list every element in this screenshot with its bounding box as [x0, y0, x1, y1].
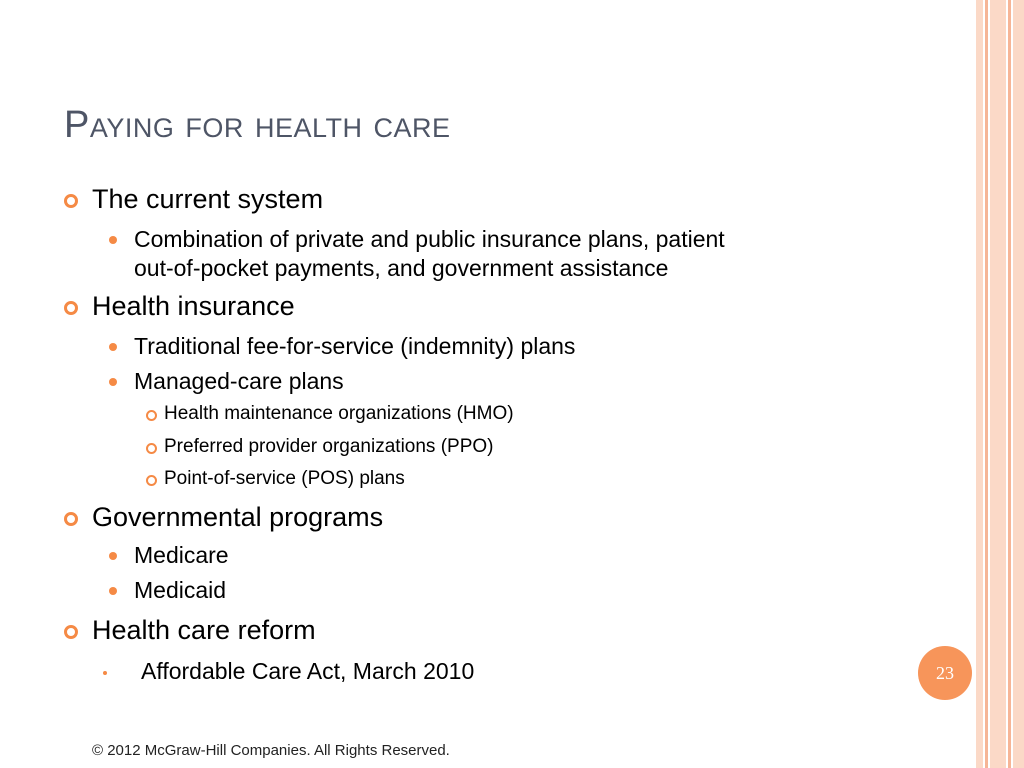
sub-bullet-medicare: Medicare	[134, 542, 229, 568]
ring-bullet-icon	[64, 512, 78, 526]
dot-bullet-icon	[103, 671, 107, 675]
sub-bullet-aca: Affordable Care Act, March 2010	[141, 658, 475, 684]
ring-bullet-icon	[64, 301, 78, 315]
ring-bullet-icon	[64, 625, 78, 639]
sub-bullet-managed-care: Managed-care plans	[134, 368, 344, 394]
dot-bullet-icon	[109, 378, 117, 386]
ring-bullet-icon	[146, 443, 157, 454]
bullet-health-insurance: Health insurance	[92, 291, 295, 321]
bullet-current-system: The current system	[92, 184, 324, 214]
bullet-governmental-programs: Governmental programs	[92, 502, 384, 532]
decorative-stripes	[976, 0, 1024, 768]
ring-bullet-icon	[146, 410, 157, 421]
bullet-health-care-reform: Health care reform	[92, 615, 316, 645]
sub-sub-bullet-pos: Point-of-service (POS) plans	[164, 468, 405, 489]
page-number: 23	[936, 662, 954, 683]
dot-bullet-icon	[109, 587, 117, 595]
footer-copyright: © 2012 McGraw-Hill Companies. All Rights Reserved.	[92, 742, 450, 759]
sub-bullet-combination-line2: out-of-pocket payments, and government assistance	[134, 255, 669, 281]
sub-bullet-traditional: Traditional fee-for-service (indemnity) plans	[134, 333, 576, 359]
sub-bullet-combination-line1: Combination of private and public insurance plans, patient	[134, 226, 725, 252]
ring-bullet-icon	[64, 194, 78, 208]
slide-title: Paying for health care	[64, 104, 451, 146]
sub-sub-bullet-ppo: Preferred provider organizations (PPO)	[164, 436, 494, 457]
page-number-badge	[918, 646, 972, 700]
ring-bullet-icon	[146, 475, 157, 486]
sub-sub-bullet-hmo: Health maintenance organizations (HMO)	[164, 403, 514, 424]
dot-bullet-icon	[109, 343, 117, 351]
dot-bullet-icon	[109, 236, 117, 244]
sub-bullet-medicaid: Medicaid	[134, 577, 227, 603]
dot-bullet-icon	[109, 552, 117, 560]
